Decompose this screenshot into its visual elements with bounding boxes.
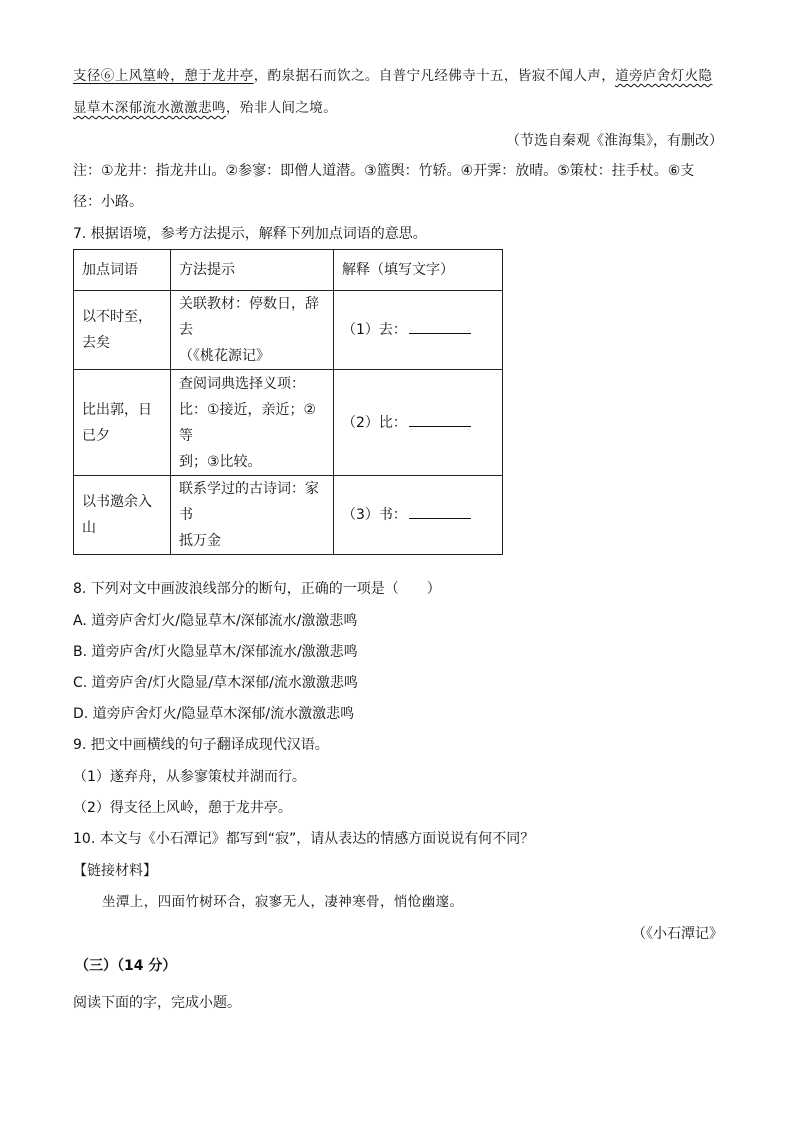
- note-line-1: 注：①龙井：指龙井山。②参寥：即僧人道潜。③篮舆：竹轿。④开霁：放晴。⑤策杖：拄手杖。⑥支: [73, 163, 695, 179]
- answer-cell[interactable]: （3）书：: [334, 476, 503, 555]
- underlined-sentence: 支径⑥上风篁岭，憩于龙井亭: [73, 68, 254, 84]
- word-cell: 以不时至， 去矣: [74, 291, 171, 370]
- header-cell: 方法提示: [171, 250, 334, 291]
- hint-cell: 联系学过的古诗词：家书 抵万金: [171, 476, 334, 555]
- answer-blank[interactable]: [409, 319, 471, 334]
- answer-blank[interactable]: [409, 504, 471, 519]
- question-9-stem: 9. 把文中画横线的句子翻译成现代汉语。: [73, 737, 329, 753]
- hint-cell: 关联教材：停数日，辞去 （《桃花源记》: [171, 291, 334, 370]
- word-cell: 比出郭，日 已夕: [74, 370, 171, 476]
- table-header-row: [74, 250, 503, 291]
- link-material-source: （《小石潭记》: [632, 926, 723, 942]
- question-9-item-2: （2）得支径上风岭，憩于龙井亭。: [73, 800, 292, 816]
- question-8-stem: 8. 下列对文中画波浪线部分的断句，正确的一项是（ ）: [73, 581, 441, 597]
- answer-cell[interactable]: （1）去：: [334, 291, 503, 370]
- note-line-2: 径：小路。: [73, 194, 143, 210]
- link-material-text: 坐潭上，四面竹树环合，寂寥无人，凄神寒骨，悄怆幽邃。: [102, 894, 464, 910]
- passage-source: （节选自秦观《淮海集》，有删改）: [506, 133, 723, 149]
- hint-cell: 查阅词典选择义项： 比：①接近，亲近；②等 到；③比较。: [171, 370, 334, 476]
- option-a[interactable]: A. 道旁庐舍灯火/隐显草木/深郁流水/激激悲鸣: [73, 613, 358, 629]
- answer-blank[interactable]: [409, 412, 471, 427]
- word-cell: 以书邀余入 山: [74, 476, 171, 555]
- question-7-stem: 7. 根据语境，参考方法提示，解释下列加点词语的意思。: [73, 226, 427, 242]
- option-d[interactable]: D. 道旁庐舍灯火/隐显草木深郁/流水激激悲鸣: [73, 706, 355, 722]
- passage-line-1: 支径⑥上风篁岭，憩于龙井亭，酌泉据石而饮之。自普宁凡经佛寺十五，皆寂不闻人声，道旁庐舍灯火隐: [73, 68, 713, 84]
- option-c[interactable]: C. 道旁庐舍/灯火隐显/草木深郁/流水激激悲鸣: [73, 675, 358, 691]
- question-9-item-1: （1）遂弃舟，从参寥策杖并湖而行。: [73, 769, 306, 785]
- wavy-sentence-part1: 道旁庐舍灯火隐: [615, 68, 713, 84]
- header-cell: 加点词语: [74, 250, 171, 291]
- wavy-sentence-part2: 显草木深郁流水激激悲鸣: [73, 100, 226, 116]
- section-3-title: （三）（14 分）: [75, 958, 177, 974]
- link-material-title: 【链接材料】: [73, 863, 157, 879]
- table-row: [74, 476, 503, 555]
- passage-line-2: 显草木深郁流水激激悲鸣，殆非人间之境。: [73, 100, 338, 116]
- table-row: [74, 370, 503, 476]
- vocab-table: [73, 249, 503, 555]
- answer-cell[interactable]: （2）比：: [334, 370, 503, 476]
- header-cell: 解释（填写文字）: [334, 250, 503, 291]
- table-row: [74, 291, 503, 370]
- option-b[interactable]: B. 道旁庐舍/灯火隐显草木/深郁流水/激激悲鸣: [73, 644, 358, 660]
- section-3-instruction: 阅读下面的字，完成小题。: [73, 995, 241, 1011]
- question-10-stem: 10. 本文与《小石潭记》都写到“寂”，请从表达的情感方面说说有何不同？: [73, 831, 535, 847]
